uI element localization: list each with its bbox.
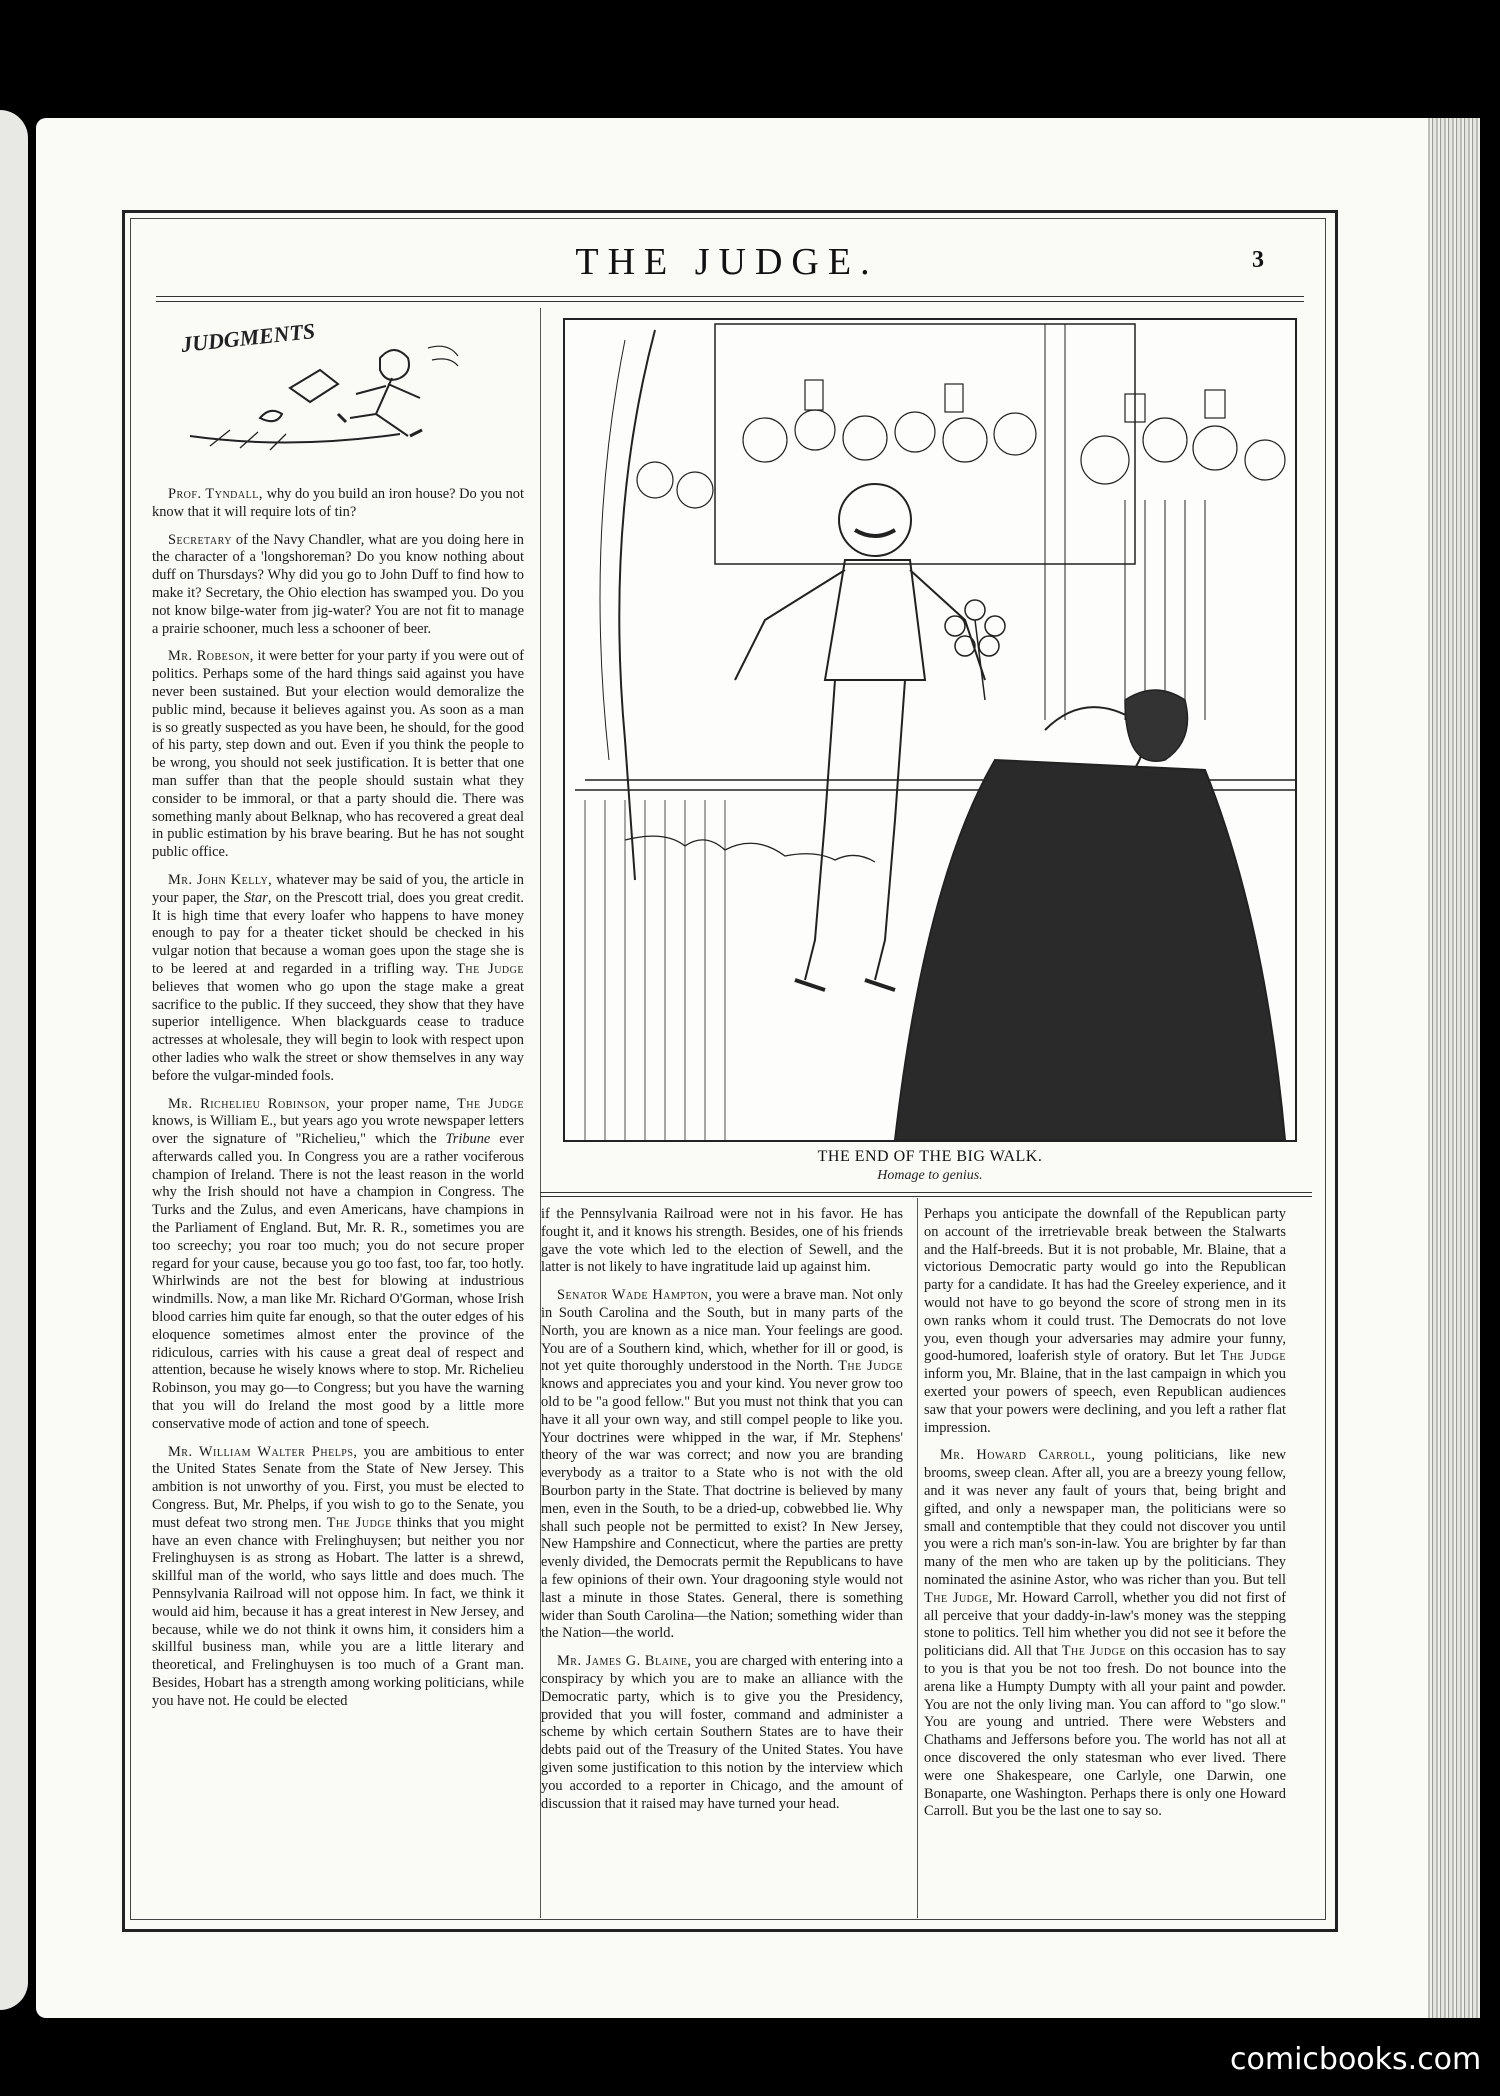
masthead-rule-double — [156, 301, 1304, 302]
paragraph-carroll: Mr. Howard Carroll, young politicians, like new brooms, sweep clean. After all, you are a breezy young fellow, and it was never any fault of yours that, being bright and gifted, and only a newspaper man, the politicians were so small and contemptible that they could not discover you until you were a rich man's son-in-law. You are brighter by far than many of the men who are taken up by the politicians. They nominated the asinine Astor, who was richer than you. But tell The Judge, Mr. Howard Carroll, whether you did not first of all perceive that your daddy-in-law's money was the stepping stone to politics. Tell him whether you did not see it before the politicians did. All that The Judge on this occasion has to say to you is that you be not too fresh. Do not bounce into the arena like a Humpty Dumpty with all your paint and powder. You are not the only living man. You can afford to "go slow." You are young and untried. There were Websters and Chathams and Jeffersons before you. The world has not all at once discovered the only statesman who ever lived. There were one Shakespeare, one Carlyle, one Darwin, one Bonaparte, one Washington. Perhaps there is only one Howard Carroll. But you be the last one to say so. — [924, 1447, 1287, 1820]
newspaper-name: Tribune — [445, 1131, 491, 1148]
runner-head — [380, 350, 409, 380]
book-page-edges — [1428, 118, 1480, 2018]
page-number: 3 — [1252, 247, 1264, 273]
column-right — [924, 1206, 1286, 1831]
judge-reference: The Judge — [838, 1358, 903, 1375]
judge-reference: The Judge — [456, 1095, 524, 1112]
illustration-subcaption: Homage to genius. — [877, 1168, 983, 1183]
masthead-rule — [156, 296, 1304, 297]
newspaper-name: Star — [243, 889, 268, 906]
judge-reference: The Judge — [456, 960, 524, 977]
small-figure — [260, 411, 282, 421]
paragraph-lead: Mr. James G. Blaine, — [557, 1653, 692, 1670]
book-shape — [290, 370, 338, 402]
caption-rule-double — [540, 1196, 1312, 1197]
paragraph-blaine: Mr. James G. Blaine, you are charged with entering into a conspiracy by which you are to make an alliance with the Democratic party, which is to give you the Presidency, provided that you will foster, command and administer a scheme by which certain Southern States are to have their debts paid out of the Treasury of the United States. You have given some justification to this notion by the interview which you accorded to a reporter in Chicago, and the amount of discussion that it raised may have turned your head. — [541, 1653, 904, 1812]
illustration-end-of-big-walk — [563, 318, 1297, 1142]
facing-page-edge — [0, 110, 28, 2010]
judgments-lettering: JUDGMENTS — [179, 318, 317, 357]
paragraph-lead: Mr. Howard Carroll, — [940, 1447, 1096, 1464]
column-middle — [541, 1206, 903, 1823]
ground-stroke — [190, 434, 400, 443]
paragraph-lead: Mr. Richelieu Robinson, — [168, 1095, 331, 1112]
masthead-title: THE JUDGE. — [575, 241, 879, 283]
judge-reference: The Judge — [1061, 1643, 1126, 1660]
judge-reference: The Judge — [924, 1589, 989, 1606]
paragraph-lead: Senator Wade Hampton, — [557, 1287, 713, 1304]
paragraph-lead: Prof. Tyndall, — [168, 486, 263, 502]
crowd-heads — [637, 380, 1285, 508]
paragraph-lead: Mr. John Kelly, — [168, 871, 273, 888]
paragraph-hampton: Senator Wade Hampton, you were a brave man. Not only in South Carolina and the South, but in many parts of the North, you are known as a nice man. Your feelings are good. You are of a Southern kind, which, whether for ill or good, is not yet quite thoroughly understood in the North. The Judge knows and appreciates you and your kind. You never grow too old to be "a good fellow." But you must not think that you can have it all your own way, and still compel people to like you. Your doctrines were whipped in the war, if Mr. Stephens' theory of the war was correct; and now you are branding everybody as a traitor to a State who is not with the old Bourbon party in the State. That doctrine is believed by many men, even in the South, to be a dried-up, cobwebbed lie. Why shall such people not be permitted to exist? In New Jersey, New Hampshire and Connecticut, where the parties are pretty evenly divided, the Democrats permit the Republicans to have a few opinions of their own. Your dragooning style would not last a minute in those States. General, there is something wider than South Carolina—the Nation; something wider than the Nation—the world. — [541, 1287, 903, 1642]
illustration-drawing — [565, 320, 1295, 1140]
judge-reference: The Judge — [1220, 1348, 1286, 1365]
paragraph-lead: Mr. Robeson, — [168, 648, 254, 665]
paragraph-lead: Mr. William Walter Phelps, — [168, 1443, 358, 1460]
paragraph-hobart-continued: if the Pennsylvania Railroad were not in his favor. He has fought it, and it knows his strength. Besides, one of his friends gave the vote which led to the election of Sewell, and the latter is not likely to have ingratitude laid up against him. — [541, 1206, 903, 1276]
paragraph-tyndall: Prof. Tyndall, why do you build an iron house? Do you not know that it will require lots of tin? — [152, 486, 524, 520]
caption-rule — [540, 1192, 1312, 1193]
illustration-caption: THE END OF THE BIG WALK. — [817, 1148, 1043, 1165]
paragraph-chandler: Secretary of the Navy Chandler, what are you doing here in the character of a 'longshoreman? Do you know nothing about duff on Thursdays? Why did you go to John Duff to find how to make it? Secretary, the Ohio election has swamped you. Do you not know bilge-water from jig-water? You are not fit to manage a prairie schooner, much less a schooner of beer. — [152, 531, 524, 637]
paragraph-robinson: Mr. Richelieu Robinson, your proper name, The Judge knows, is William E., but years ago you wrote newspaper letters over the signature of "Richelieu," which the Tribune ever afterwards called you. In Congress you are a rather vociferous champion of Ireland. There is not the least reason in the world why the Irish should not have a champion in Congress. The Turks and the Zulus, and even Americans, have champions in the Parliament of England. But, Mr. R. R., sometimes you are too screechy; you roar too much; you do not secure proper regard for your cause, because you go too fast, too far, too hotly. Whirlwinds are not the best for blowing at industrious windmills. Now, a man like Mr. Richard O'Gorman, whose Irish blood carries him quite far enough, so that the outer edges of his eloquence sometimes almost enter the province of the ridiculous, carries with his cause a great deal of respect and attention, because he wisely knows where to stop. Mr. Richelieu Robinson, you may go—to Congress; but you have the warning that you will do Ireland the most good by a little more conservative mode of action and tone of speech. — [152, 1095, 524, 1432]
paragraph-blaine-continued: Perhaps you anticipate the downfall of the Republican party on account of the irretrievable break between the Stalwarts and the Half-breeds. But it is not probable, Mr. Blaine, that a victorious Democratic party would go into the Republican party for a candidate. It has had the Greeley experience, and it would not have to go beyond the score of strong men in its own ranks whom it could trust. The Democrats do not love you, even though your adversaries may admire your funny, good-humored, loaferish style of oratory. But let The Judge inform you, Mr. Blaine, that in the last campaign in which you exerted your powers of speech, even Republican audiences saw that your powers were declining, and you left a rather flat impression. — [924, 1206, 1286, 1436]
judgments-cartoon-heading — [170, 318, 530, 468]
site-watermark: comicbooks.com — [1230, 2042, 1482, 2077]
paragraph-phelps: Mr. William Walter Phelps, you are ambitious to enter the United States Senate from the State of New Jersey. This ambition is not unworthy of you. First, you must be elected to Congress. But, Mr. Phelps, if you wish to go to the Senate, you must defeat two strong men. The Judge thinks that you might have an even chance with Frelinghuysen; but neither you nor Frelinghuysen is as strong as Hobart. The latter is a shrewd, skillful man of the world, who says little and does much. The Pennsylvania Railroad will not oppose him. In fact, we think it would aid him, because it has a great interest in New Jersey, and because, while we do not think it owns him, it considers him a skillful business man, while you are a little literary and theoretical, and Frelinghuysen is too much of a Grant man. Besides, Hobart has a strength among working politicians, while you have not. He could be elected — [152, 1443, 525, 1709]
column-divider-right — [917, 1198, 918, 1918]
judge-reference: The Judge — [326, 1514, 392, 1531]
woman-figure — [895, 690, 1285, 1140]
column-left — [152, 486, 524, 1721]
paragraph-robeson: Mr. Robeson, it were better for your party if you were out of politics. Perhaps some of the hard things said against you have never been sustained. But your election would demoralize the public mind, because it believes against you. As soon as a man is so greatly suspected as you have been, he should, for the good of his party, step down and out. Even if you think the people to be wrong, you should not seek justification. It is better that one man suffer than that the people should sustain what they consider to be immoral, or that a party should die. There was something manly about Belknap, who has recovered a great deal in public estimation by his brave bearing. But he has not sought public office. — [152, 648, 524, 861]
paragraph-kelly: Mr. John Kelly, whatever may be said of you, the article in your paper, the Star, on the Prescott trial, does you great credit. It is high time that every loafer who happens to have money enough to pay for a theater ticket should be checked in his vulgar notion that because a woman goes upon the stage she is to be leered at and regarded in a trifling way. The Judge believes that women who go upon the stage make a great sacrifice to the public. If they succeed, they show that they have superior intelligence. When blackguards cease to traduce actresses at wholesale, they will begin to look with respect upon other ladies who walk the street or show themselves in any way before the vulgar-minded fools. — [152, 871, 524, 1084]
paragraph-lead: Secretary — [168, 531, 232, 548]
